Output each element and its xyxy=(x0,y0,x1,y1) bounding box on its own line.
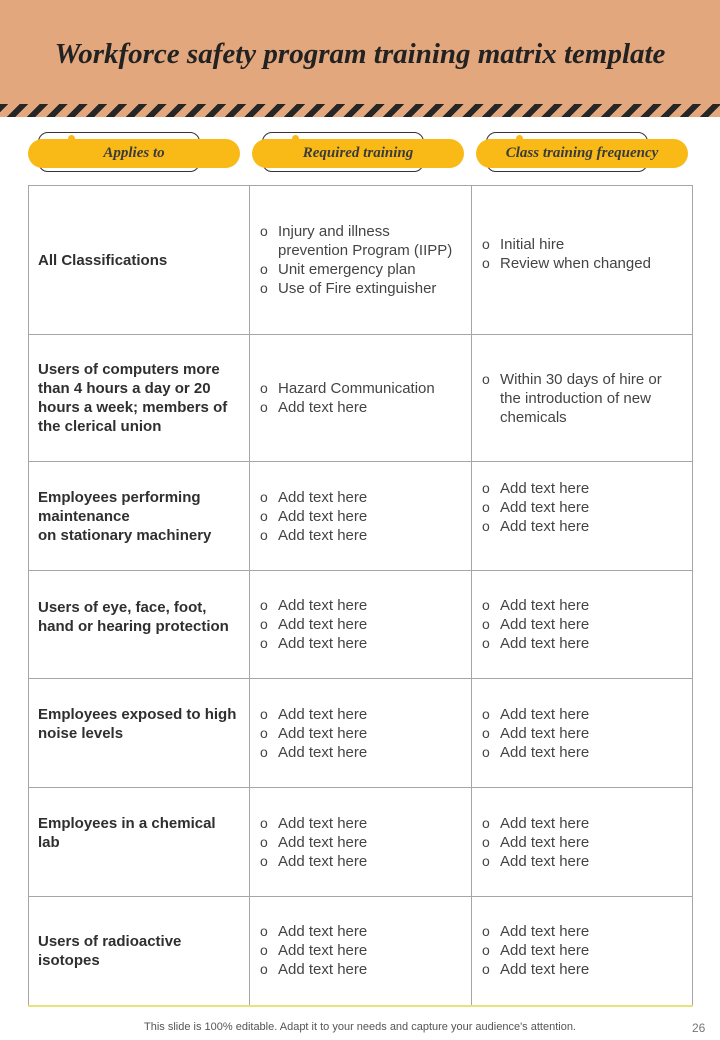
list-item: o Add text here xyxy=(260,526,461,545)
list-item: o Add text here xyxy=(260,507,461,526)
list-item: o Review when changed xyxy=(482,254,682,273)
list-item: o Add text here xyxy=(260,596,461,615)
applies-text: Employees exposed to high noise levels xyxy=(38,706,237,742)
list-item: o Add text here xyxy=(260,743,461,762)
pill-label: Applies to xyxy=(28,139,240,168)
list-item: o Initial hire xyxy=(482,235,682,254)
applies-text: Users of eye, face, foot, hand or hearing protection xyxy=(38,599,229,635)
list-item: o Injury and illness prevention Program (IIPP) xyxy=(260,222,461,260)
list-item: o Hazard Communication xyxy=(260,379,461,398)
training-cell xyxy=(250,897,472,1006)
list-item: o Add text here xyxy=(260,724,461,743)
frequency-cell xyxy=(472,571,693,679)
frequency-cell xyxy=(472,679,693,788)
pill-dot xyxy=(516,135,523,142)
list-item: o Add text here xyxy=(260,634,461,653)
page-title: Workforce safety program training matrix template xyxy=(54,38,666,70)
list-item: o Add text here xyxy=(482,833,682,852)
list-item: o Add text here xyxy=(260,922,461,941)
pill-dot xyxy=(68,135,75,142)
list-item: o Add text here xyxy=(260,814,461,833)
applies-cell xyxy=(29,571,250,679)
training-matrix-table xyxy=(28,185,693,1007)
list-item: o Use of Fire extinguisher xyxy=(260,279,461,298)
list-item: o Add text here xyxy=(482,634,682,653)
pill-label: Class training frequency xyxy=(476,139,688,168)
list-item: o Add text here xyxy=(260,960,461,979)
table-row xyxy=(29,335,693,462)
applies-text: Users of radioactive isotopes xyxy=(38,932,182,969)
table-row xyxy=(29,186,693,335)
list-item: o Add text here xyxy=(482,743,682,762)
training-cell xyxy=(250,571,472,679)
table-row xyxy=(29,571,693,679)
frequency-cell xyxy=(472,335,693,462)
list-item: o Add text here xyxy=(482,705,682,724)
table-row xyxy=(29,462,693,571)
list-item: o Add text here xyxy=(482,922,682,941)
list-item: o Add text here xyxy=(482,852,682,871)
list-item: o Add text here xyxy=(260,852,461,871)
list-item: o Add text here xyxy=(482,960,682,979)
list-item: o Unit emergency plan xyxy=(260,260,461,279)
list-item: o Add text here xyxy=(260,833,461,852)
footer-note: This slide is 100% editable. Adapt it to your needs and capture your audience's attention. xyxy=(144,1021,576,1033)
applies-cell xyxy=(29,335,250,462)
table-row xyxy=(29,897,693,1006)
list-item: o Add text here xyxy=(260,941,461,960)
list-item: o Add text here xyxy=(482,814,682,833)
applies-cell xyxy=(29,788,250,897)
list-item: o Add text here xyxy=(260,488,461,507)
list-item: o Add text here xyxy=(482,724,682,743)
list-item: o Add text here xyxy=(482,596,682,615)
applies-text: Employees in a chemical lab xyxy=(38,815,216,851)
table-row xyxy=(29,679,693,788)
applies-cell xyxy=(29,679,250,788)
applies-cell xyxy=(29,897,250,1006)
training-cell xyxy=(250,679,472,788)
training-cell xyxy=(250,186,472,335)
frequency-cell xyxy=(472,186,693,335)
training-cell xyxy=(250,788,472,897)
applies-text: All Classifications xyxy=(38,251,168,269)
frequency-cell xyxy=(472,897,693,1006)
applies-cell xyxy=(29,186,250,335)
table-row xyxy=(29,788,693,897)
list-item: o Add text here xyxy=(260,615,461,634)
applies-text: Employees performing maintenance on stationary machinery xyxy=(38,488,212,544)
pill-dot xyxy=(292,135,299,142)
list-item: o Add text here xyxy=(482,517,682,536)
applies-text: Users of computers more than 4 hours a day or 20 hours a week; members of the clerical union xyxy=(38,361,228,435)
applies-cell xyxy=(29,462,250,571)
training-cell xyxy=(250,462,472,571)
list-item: o Add text here xyxy=(482,479,682,498)
list-item: o Add text here xyxy=(482,941,682,960)
page-number: 26 xyxy=(692,1021,706,1035)
list-item: o Add text here xyxy=(482,498,682,517)
frequency-cell xyxy=(472,462,693,571)
hazard-stripes xyxy=(0,104,720,117)
list-item: o Add text here xyxy=(260,398,461,417)
pill-label: Required training xyxy=(252,139,464,168)
frequency-cell xyxy=(472,788,693,897)
list-item: o Add text here xyxy=(482,615,682,634)
list-item: o Add text here xyxy=(260,705,461,724)
list-item: o Within 30 days of hire or the introduction of new chemicals xyxy=(482,370,682,427)
training-cell xyxy=(250,335,472,462)
